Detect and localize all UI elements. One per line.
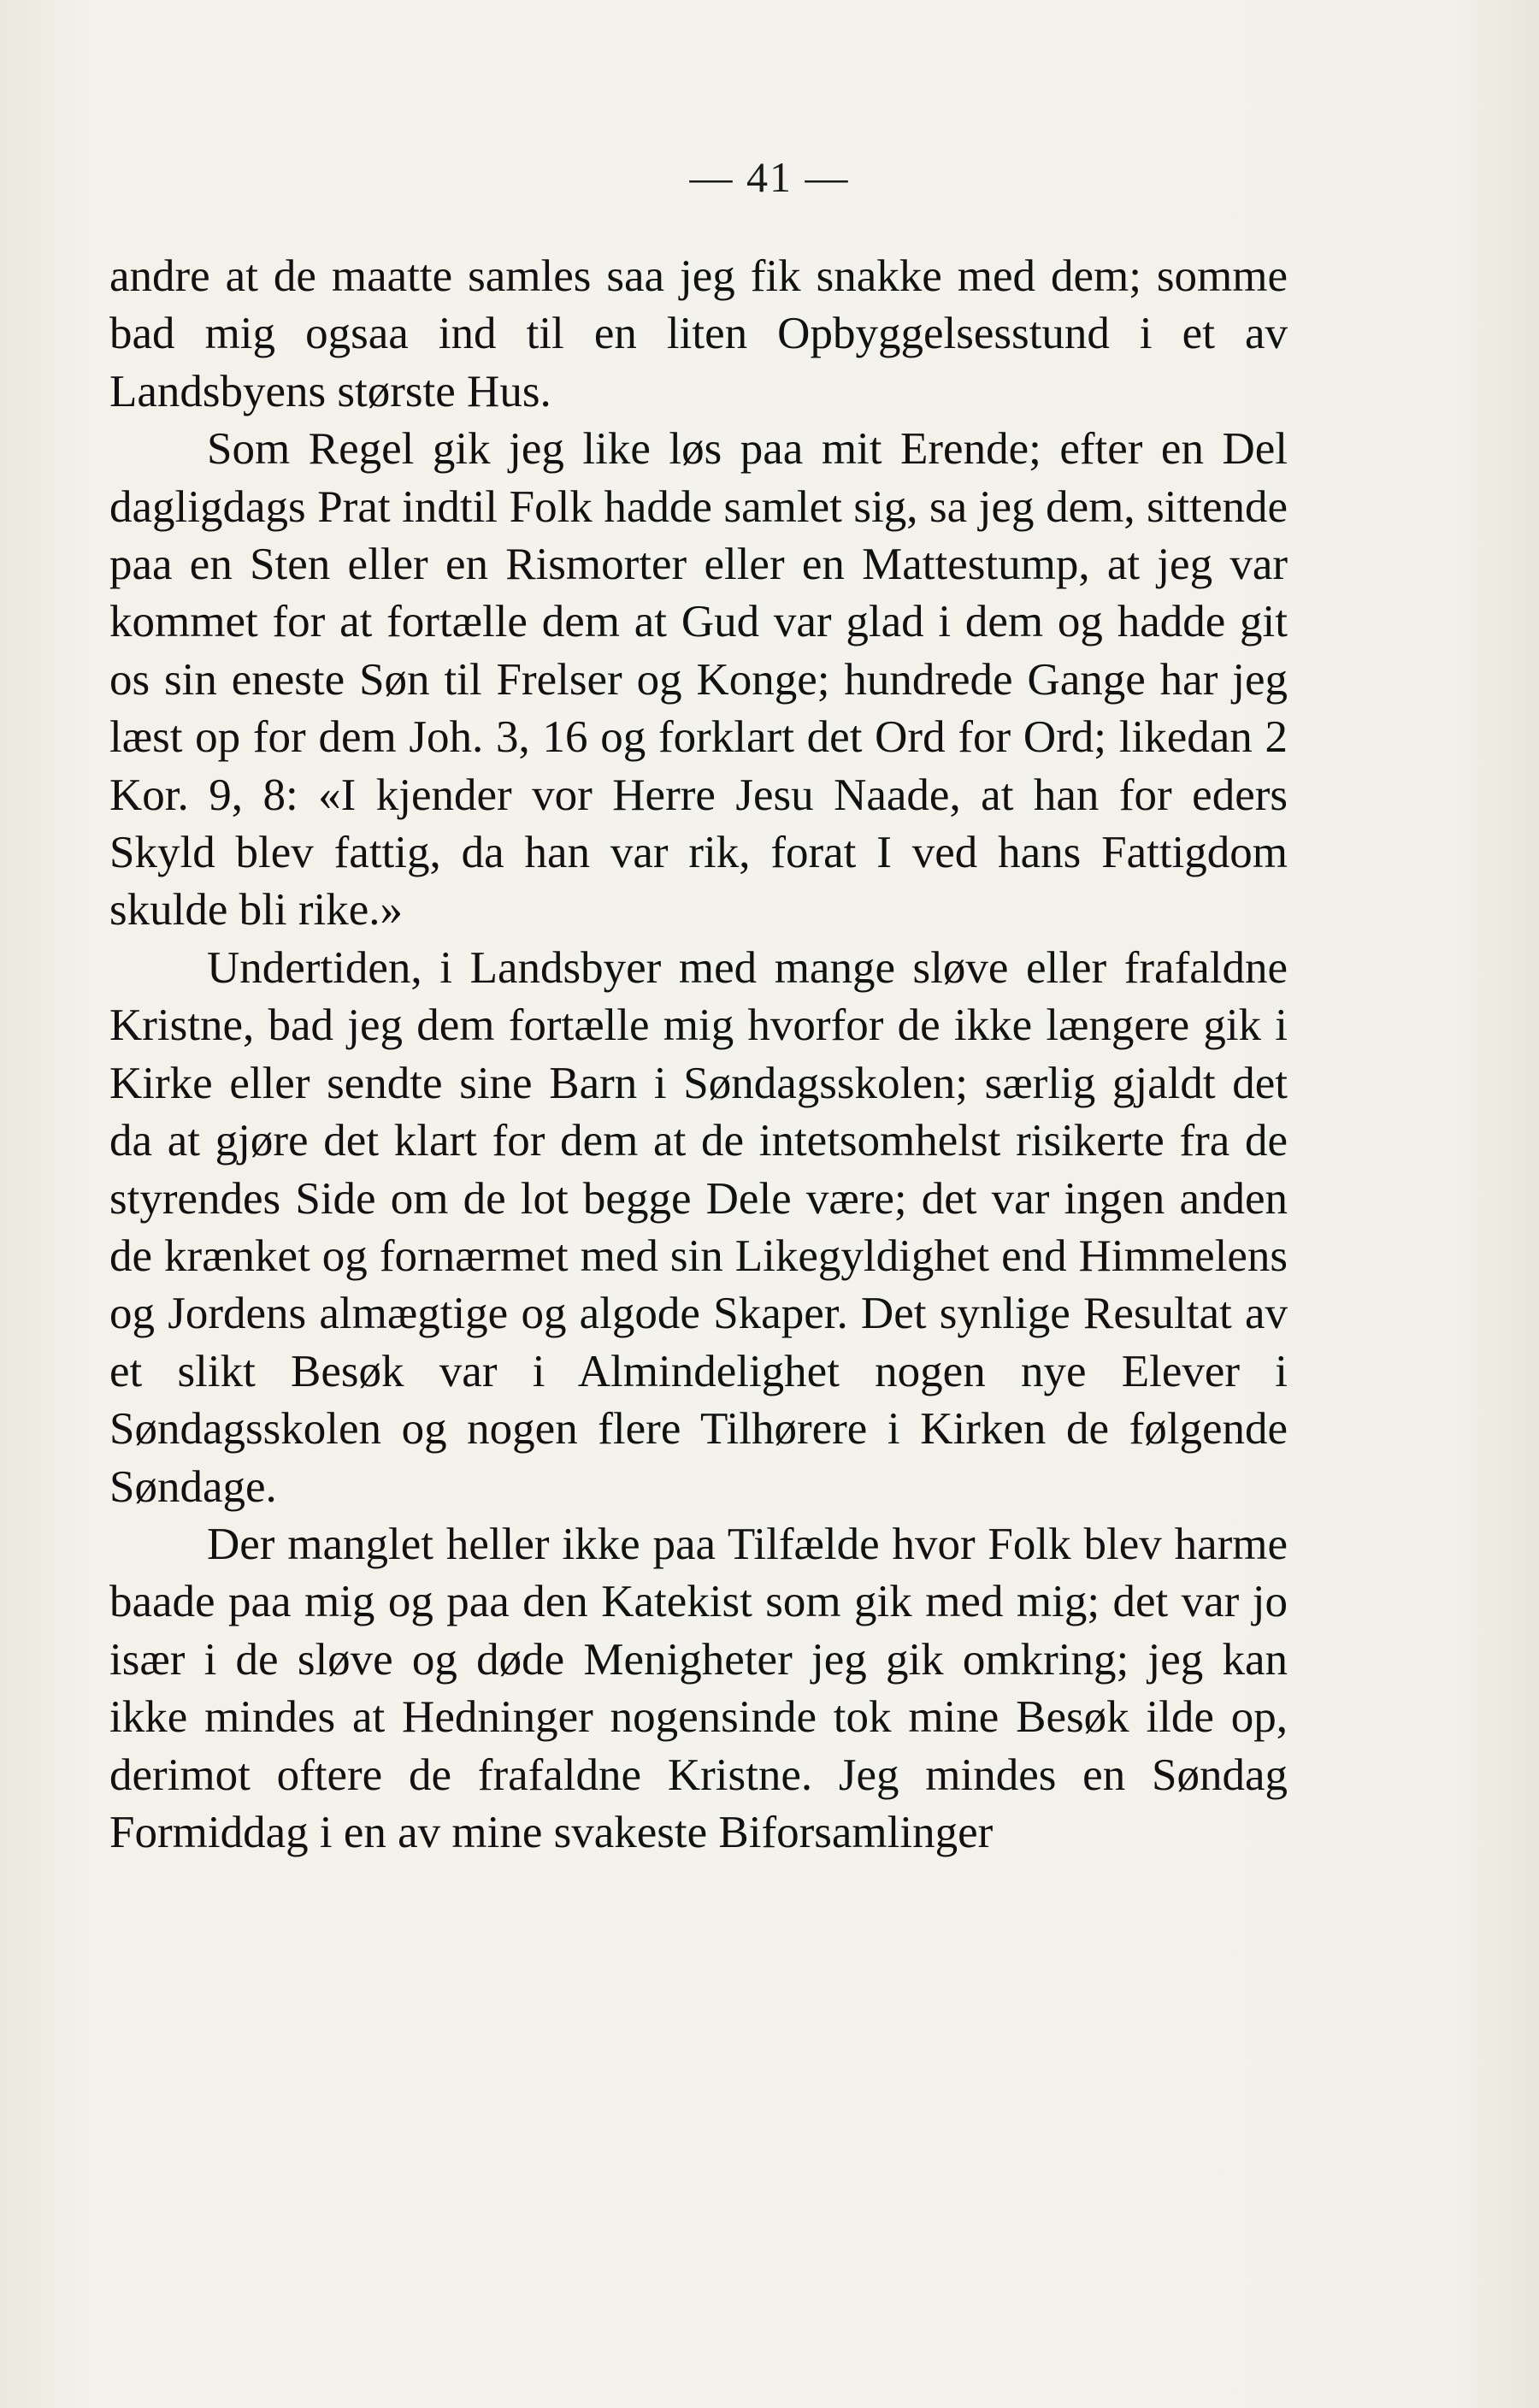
body-text	[109, 248, 1288, 1862]
paragraph-1: andre at de maatte samles saa jeg fik snakke med dem; somme bad mig ogsaa ind til en liten Opbyggelsesstund i et av Landsbyens største Hus.	[109, 251, 1288, 416]
page-number: — 41 —	[689, 153, 850, 201]
paragraph-3: Undertiden, i Landsbyer med mange sløve eller frafaldne Kristne, bad jeg dem fortælle mig hvorfor de ikke længere gik i Kirke eller sendte sine Barn i Søndagsskolen; særlig gjaldt det da at gjøre det klart for dem at de intetsomhelst risikerte fra de styrendes Side om de lot begge Dele være; det var ingen anden de krænket og fornærmet med sin Likegyldighet end Himmelens og Jordens almægtige og algode Skaper. Det synlige Resultat av et slikt Besøk var i Almindelighet nogen nye Elever i Søndagsskolen og nogen flere Tilhørere i Kirken de følgende Søndage.	[109, 942, 1288, 1512]
paragraph-2: Som Regel gik jeg like løs paa mit Erende; efter en Del dagligdags Prat indtil Folk hadde samlet sig, sa jeg dem, sittende paa en Sten eller en Rismorter eller en Mattestump, at jeg var kommet for at fortælle dem at Gud var glad i dem og hadde git os sin eneste Søn til Frelser og Konge; hundrede Gange har jeg læst op for dem Joh. 3, 16 og forklart det Ord for Ord; likedan 2 Kor. 9, 8: «I kjender vor Herre Jesu Naade, at han for eders Skyld blev fattig, da han var rik, forat I ved hans Fattigdom skulde bli rike.»	[109, 424, 1288, 935]
paragraph-4: Der manglet heller ikke paa Tilfælde hvor Folk blev harme baade paa mig og paa den Katekist som gik med mig; det var jo især i de sløve og døde Menigheter jeg gik omkring; jeg kan ikke mindes at Hedninger nogensinde tok mine Besøk ilde op, derimot oftere de frafaldne Kristne. Jeg mindes en Søndag Formiddag i en av mine svakeste Biforsamlinger	[109, 1519, 1288, 1857]
